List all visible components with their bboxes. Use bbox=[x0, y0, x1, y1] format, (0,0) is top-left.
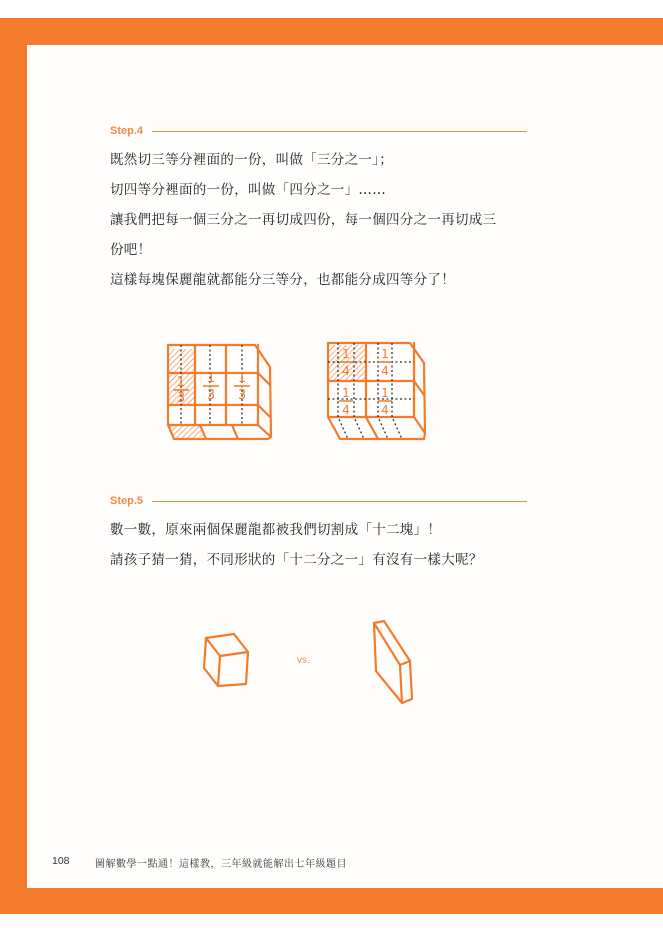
tall-thin-piece bbox=[366, 617, 418, 707]
orange-frame-left bbox=[0, 18, 27, 888]
orange-frame-top bbox=[0, 18, 663, 45]
orange-frame-bottom bbox=[0, 888, 663, 914]
fraction-numerator: 1 bbox=[206, 371, 216, 386]
fraction-numerator: 1 bbox=[342, 386, 350, 400]
step4-header bbox=[110, 124, 143, 138]
fraction-numerator: 1 bbox=[342, 347, 350, 361]
fraction-denominator: 4 bbox=[342, 364, 350, 378]
fraction-numerator: 1 bbox=[237, 371, 247, 386]
fraction-denominator: 3 bbox=[206, 388, 216, 403]
step5-text bbox=[110, 515, 530, 575]
fraction-denominator: 3 bbox=[237, 388, 247, 403]
step4-label: Step.4 bbox=[110, 125, 144, 137]
versus-label: vs. bbox=[297, 655, 310, 666]
page-number: 108 bbox=[52, 855, 70, 867]
fraction-denominator: 3 bbox=[176, 391, 186, 406]
cube-quarters-illustration bbox=[322, 335, 432, 445]
book-title: 圖解數學一點通！這樣教，三年級就能解出七年級題目 bbox=[95, 859, 347, 870]
step5-line-1: 數一數，原來兩個保麗龍都被我們切割成「十二塊」！ bbox=[110, 522, 442, 538]
step5-rule bbox=[152, 501, 527, 502]
fraction-denominator: 4 bbox=[342, 403, 350, 417]
fraction-numerator: 1 bbox=[381, 347, 389, 361]
step4-line-1: 既然切三等分裡面的一份，叫做「三分之一」； bbox=[110, 152, 394, 168]
step4-rule bbox=[152, 131, 527, 132]
fraction-numerator: 1 bbox=[381, 386, 389, 400]
step4-line-3: 讓我們把每一個三分之一再切成四份，每一個四分之一再切成三 bbox=[110, 212, 497, 228]
step4-line-2: 切四等分裡面的一份，叫做「四分之一」…… bbox=[110, 182, 386, 198]
fraction-denominator: 4 bbox=[381, 364, 389, 378]
step5-header bbox=[110, 494, 143, 508]
cube-thirds-illustration bbox=[160, 335, 280, 450]
step5-line-2: 請孩子猜一猜，不同形狀的「十二分之一」有沒有一樣大呢？ bbox=[110, 552, 483, 568]
small-cube-piece bbox=[196, 628, 256, 692]
fraction-denominator: 4 bbox=[381, 403, 389, 417]
step4-text bbox=[110, 145, 530, 295]
fraction-numerator: 1 bbox=[176, 375, 186, 390]
step4-line-4: 份吧！ bbox=[110, 242, 152, 258]
step5-label: Step.5 bbox=[110, 495, 144, 507]
step4-line-5: 這樣每塊保麗龍就都能分三等分，也都能分成四等分了！ bbox=[110, 272, 455, 288]
